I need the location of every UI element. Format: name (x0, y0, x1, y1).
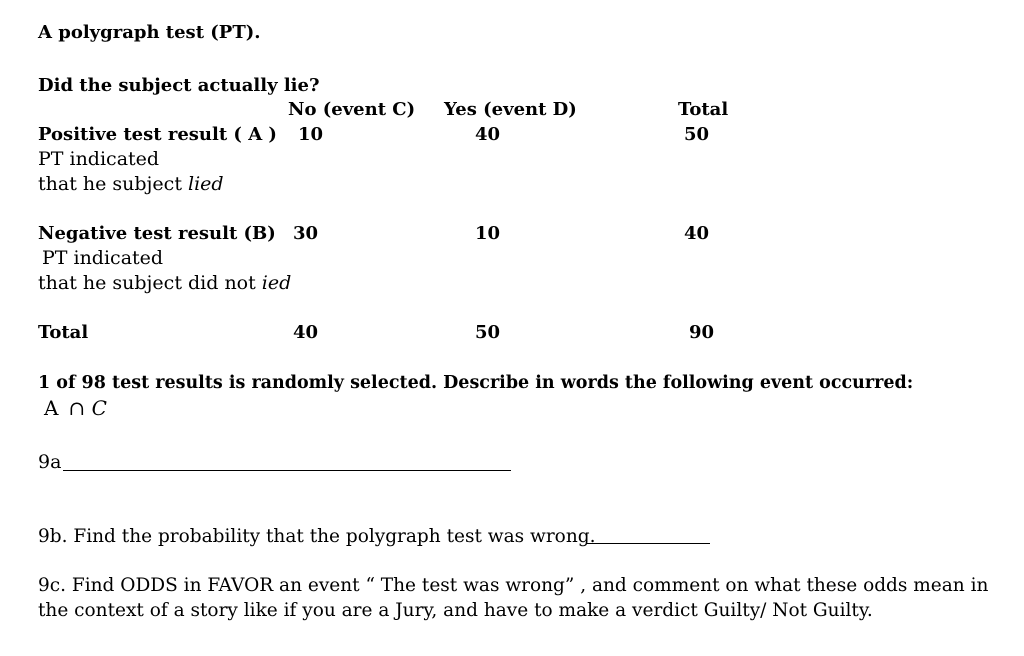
cell-positive-total: 50 (684, 124, 710, 145)
question-9b: 9b. Find the probability that the polygraph test was wrong. (38, 526, 596, 547)
row-positive-desc-text: that he subject (38, 173, 188, 195)
page-title: A polygraph test (PT). (38, 22, 261, 43)
question-9a-label: 9a (38, 451, 62, 473)
selection-prompt: 1 of 98 test results is randomly selected. Describe in words the following event occurred: (38, 373, 914, 393)
cell-positive-yes: 40 (475, 124, 501, 145)
row-negative-desc-line2 (38, 271, 291, 295)
event-c: C (91, 396, 107, 420)
cell-negative-total: 40 (684, 223, 710, 244)
row-positive-desc-line1: PT indicated (38, 148, 160, 170)
row-positive-desc-line2 (38, 172, 224, 196)
row-positive-desc-italic: lied (188, 173, 224, 195)
cell-total-total: 90 (689, 322, 715, 343)
question-heading: Did the subject actually lie? (38, 75, 320, 96)
cell-positive-no: 10 (298, 124, 324, 145)
row-positive-label: Positive test result ( A ) (38, 124, 277, 145)
row-total-label: Total (38, 322, 89, 343)
question-9c-line1: 9c. Find ODDS in FAVOR an event “ The test was wrong” , and comment on what these odds mean in (38, 575, 989, 596)
header-yes-event-d: Yes (event D) (444, 99, 577, 120)
cell-total-yes: 50 (475, 322, 501, 343)
event-expression (44, 396, 107, 420)
row-negative-label: Negative test result (B) (38, 223, 276, 244)
cell-negative-no: 30 (293, 223, 319, 244)
cell-negative-yes: 10 (475, 223, 501, 244)
answer-line-9a[interactable] (63, 470, 511, 471)
row-negative-desc-italic: ied (261, 272, 292, 294)
row-negative-desc-text: that he subject did not (38, 272, 262, 294)
intersection-symbol: ∩ (68, 396, 86, 420)
answer-line-9b[interactable] (586, 543, 710, 544)
event-a: A (44, 396, 59, 420)
cell-total-no: 40 (293, 322, 319, 343)
question-9c-line2: the context of a story like if you are a Jury, and have to make a verdict Guilty/ Not Guilty. (38, 600, 873, 621)
row-negative-desc-line1: PT indicated (42, 247, 164, 269)
header-no-event-c: No (event C) (288, 99, 416, 120)
header-total: Total (678, 99, 729, 120)
